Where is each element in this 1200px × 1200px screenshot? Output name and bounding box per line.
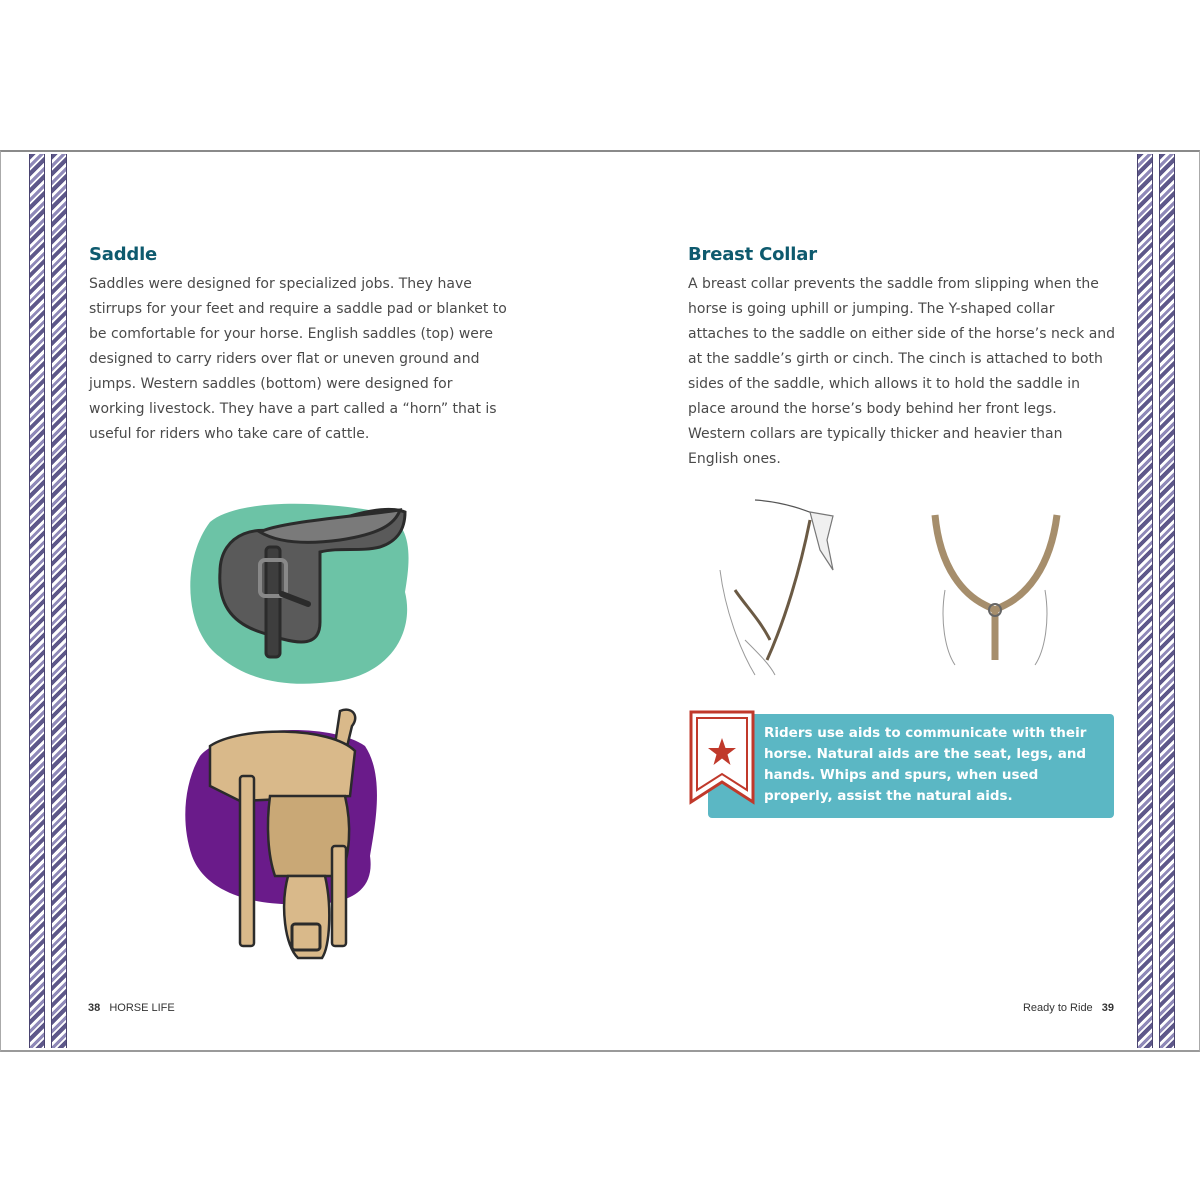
breast-collar-front-illustration	[925, 510, 1065, 670]
rope-border-right-inner	[1137, 154, 1153, 1048]
western-saddle-illustration	[180, 706, 380, 968]
rope-border-left-outer	[29, 154, 45, 1048]
breast-collar-side-illustration	[715, 490, 845, 680]
chapter-title: Ready to Ride	[1022, 1002, 1093, 1014]
left-page-footer	[88, 1002, 175, 1014]
saddle-body-text: Saddles were designed for specialized jobs. They have stirrups for your feet and require a saddle pad or blanket to be comfortable for your horse. English saddles (top) were designed to carry riders over flat or uneven ground and jumps. Western saddles (bottom) were designed for working livestock. They have a part called a “horn” that is useful for riders who take care of cattle.	[89, 276, 507, 442]
right-page-footer	[1023, 1002, 1114, 1014]
breast-collar-heading: Breast Collar	[688, 244, 817, 265]
right-page-number: 39	[1101, 1002, 1114, 1014]
breast-collar-body-text: A breast collar prevents the saddle from slipping when the horse is going uphill or jumping. The Y-shaped collar attaches to the saddle on either side of the horse’s neck and at the saddle’s girth or cinch. The cinch is attached to both sides of the saddle, which allows it to hold the saddle in place around the horse’s body behind her front legs. Western collars are typically thicker and heavier than English ones.	[688, 276, 1116, 467]
star-ribbon-icon	[689, 710, 755, 806]
english-saddle-illustration	[180, 492, 420, 688]
rope-border-right-outer	[1159, 154, 1175, 1048]
left-page-number: 38	[88, 1002, 101, 1014]
rope-border-left-inner	[51, 154, 67, 1048]
saddle-heading: Saddle	[89, 244, 158, 265]
book-title: HORSE LIFE	[109, 1002, 175, 1014]
tip-text: Riders use aids to communicate with their horse. Natural aids are the seat, legs, and hands. Whips and spurs, when used properly, assist the natural aids.	[764, 725, 1087, 804]
